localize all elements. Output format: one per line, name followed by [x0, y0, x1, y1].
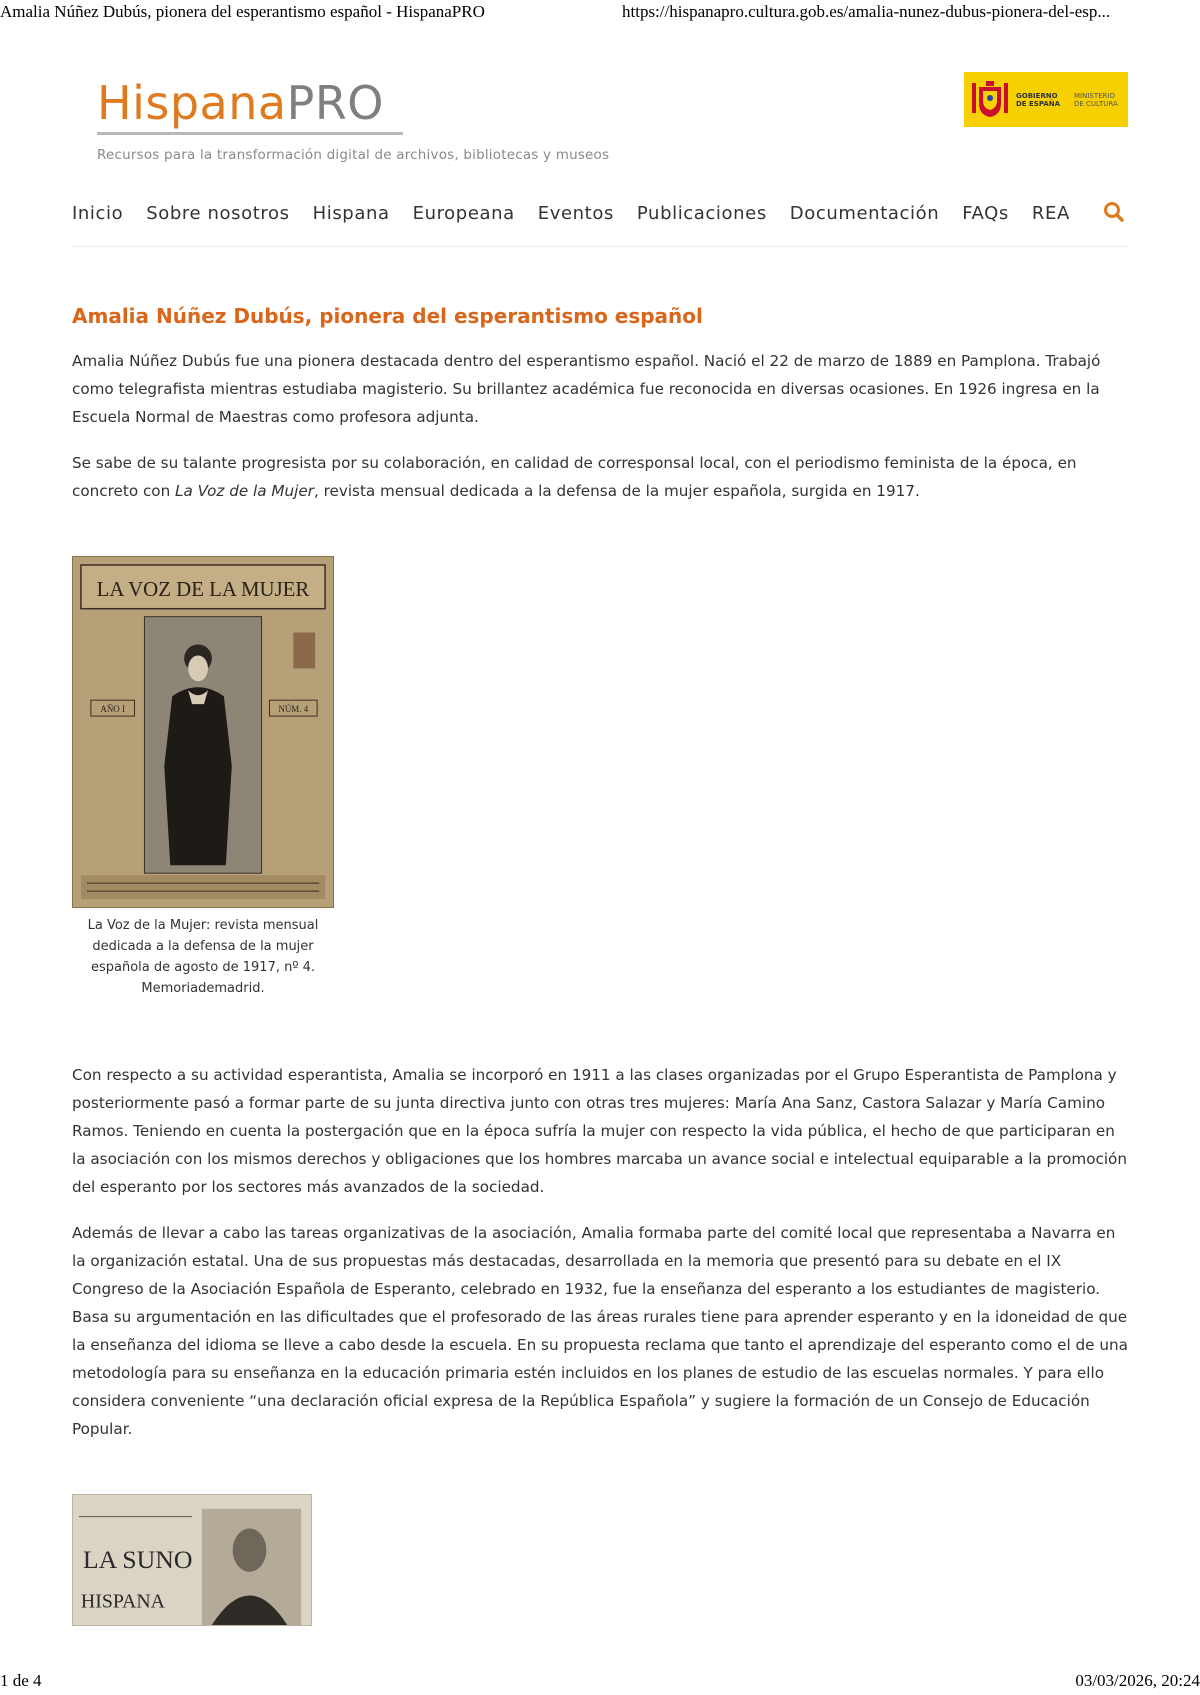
- nav-item-eventos[interactable]: Eventos: [537, 202, 614, 224]
- la-suno-hispana-cover-image: [72, 1494, 312, 1626]
- nav-item-faqs[interactable]: FAQs: [962, 202, 1009, 224]
- cover-masthead: LA VOZ DE LA MUJER: [96, 576, 310, 601]
- logo-wordmark: [97, 76, 617, 130]
- logo-tagline: Recursos para la transformación digital de archivos, bibliotecas y museos: [97, 147, 610, 163]
- nav-divider: [72, 246, 1128, 247]
- publication-title-link: La Voz de la Mujer: [175, 482, 314, 500]
- print-page-title: Amalia Núñez Dubús, pionera del esperantismo español - HispanaPRO: [0, 2, 485, 21]
- article-paragraph-1: Amalia Núñez Dubús fue una pionera destacada dentro del esperantismo español. Nació el 22 de marzo de 1889 en Pamplona. Trabajó como telegrafista mientras estudiaba magisterio. Su brillantez académica fue reconocida en diversas ocasiones. En 1926 ingresa en la Escuela Normal de Maestras como profesora adjunta.: [72, 352, 1101, 426]
- logo-hispana-text: Hispana: [97, 76, 287, 130]
- article-paragraph-4: Además de llevar a cabo las tareas organizativas de la asociación, Amalia formaba parte del comité local que representaba a Navarra en la organización estatal. Una de sus propuestas más destacadas, desarrollada en la memoria que presentó para su debate en el IX Congreso de la Asociación Española de Esperanto, celebrado en 1932, fue la enseñanza del esperanto a los estudiantes de magisterio. Basa su argumentación en las dificultades que el profesorado de las áreas rurales tiene para aprender esperanto y en la idoneidad de que la enseñanza del idioma se lleve a cabo desde la escuela. En su propuesta reclama que tanto el aprendizaje del esperanto como el de una metodología para su enseñanza en la educación primaria estén incluidos en los planes de estudio de las escuelas normales. Y para ello considera conveniente “una declaración oficial expresa de la República Española” y sugiere la formación de un Consejo de Educación Popular.: [72, 1224, 1128, 1438]
- logo-underline: [97, 132, 403, 135]
- print-page-number: 1 de 4: [0, 1671, 42, 1690]
- site-logo[interactable]: [97, 76, 617, 172]
- cover-2-title-line-1: LA SUNO: [82, 1544, 193, 1574]
- cover-year-box: AÑO I: [100, 704, 125, 715]
- main-navigation: [72, 198, 1128, 228]
- nav-item-inicio[interactable]: Inicio: [72, 202, 124, 224]
- print-footer: [0, 1667, 1200, 1695]
- paragraph-2-text-start: Se sabe de su talante progresista por su colaboración, en calidad de corresponsal local, con el periodismo feminista de la época, en concreto con: [72, 454, 1077, 500]
- nav-item-europeana[interactable]: Europeana: [412, 202, 515, 224]
- nav-item-publicaciones[interactable]: Publicaciones: [636, 202, 767, 224]
- search-icon[interactable]: [1100, 198, 1128, 226]
- print-page-url: https://hispanapro.cultura.gob.es/amalia-nunez-dubus-pionera-del-esp...: [622, 2, 1111, 21]
- figure-1-caption: La Voz de la Mujer: revista mensual dedicada a la defensa de la mujer española de agosto de 1917, nº 4. Memoriademadrid.: [87, 918, 319, 996]
- coat-of-arms-icon: [970, 79, 1010, 121]
- article-title: Amalia Núñez Dubús, pionera del esperantismo español: [72, 304, 703, 328]
- print-datetime: 03/03/2026, 20:24: [1075, 1671, 1200, 1690]
- gov-line-2: MINISTERIO DE CULTURA: [1074, 91, 1118, 108]
- nav-item-rea[interactable]: REA: [1031, 202, 1070, 224]
- logo-pro-text: PRO: [286, 76, 384, 130]
- la-voz-de-la-mujer-cover-image: [72, 556, 334, 908]
- nav-item-sobre-nosotros[interactable]: Sobre nosotros: [146, 202, 290, 224]
- cover-2-title-line-2: HISPANA: [80, 1590, 166, 1613]
- nav-item-hispana[interactable]: Hispana: [312, 202, 390, 224]
- gov-line-1: GOBIERNO DE ESPAÑA: [1016, 91, 1061, 108]
- print-header: [0, 0, 1200, 30]
- government-logo[interactable]: [964, 72, 1128, 127]
- article-paragraph-3: Con respecto a su actividad esperantista, Amalia se incorporó en 1911 a las clases organizadas por el Grupo Esperantista de Pamplona y posteriormente pasó a formar parte de su junta directiva junto con otras tres mujeres: María Ana Sanz, Castora Salazar y María Camino Ramos. Teniendo en cuenta la postergación que en la época sufría la mujer con respecto la vida pública, el hecho de que participaran en la asociación con los mismos derechos y obligaciones que los hombres marcaba un avance social e intelectual equiparable a la promoción del esperanto por los sectores más avanzados de la sociedad.: [72, 1066, 1127, 1196]
- cover-number-box: NÚM. 4: [278, 704, 309, 715]
- paragraph-2-text-end: , revista mensual dedicada a la defensa de la mujer española, surgida en 1917.: [313, 482, 920, 500]
- article-paragraph-2: [72, 449, 1128, 505]
- nav-item-documentacion[interactable]: Documentación: [789, 202, 940, 224]
